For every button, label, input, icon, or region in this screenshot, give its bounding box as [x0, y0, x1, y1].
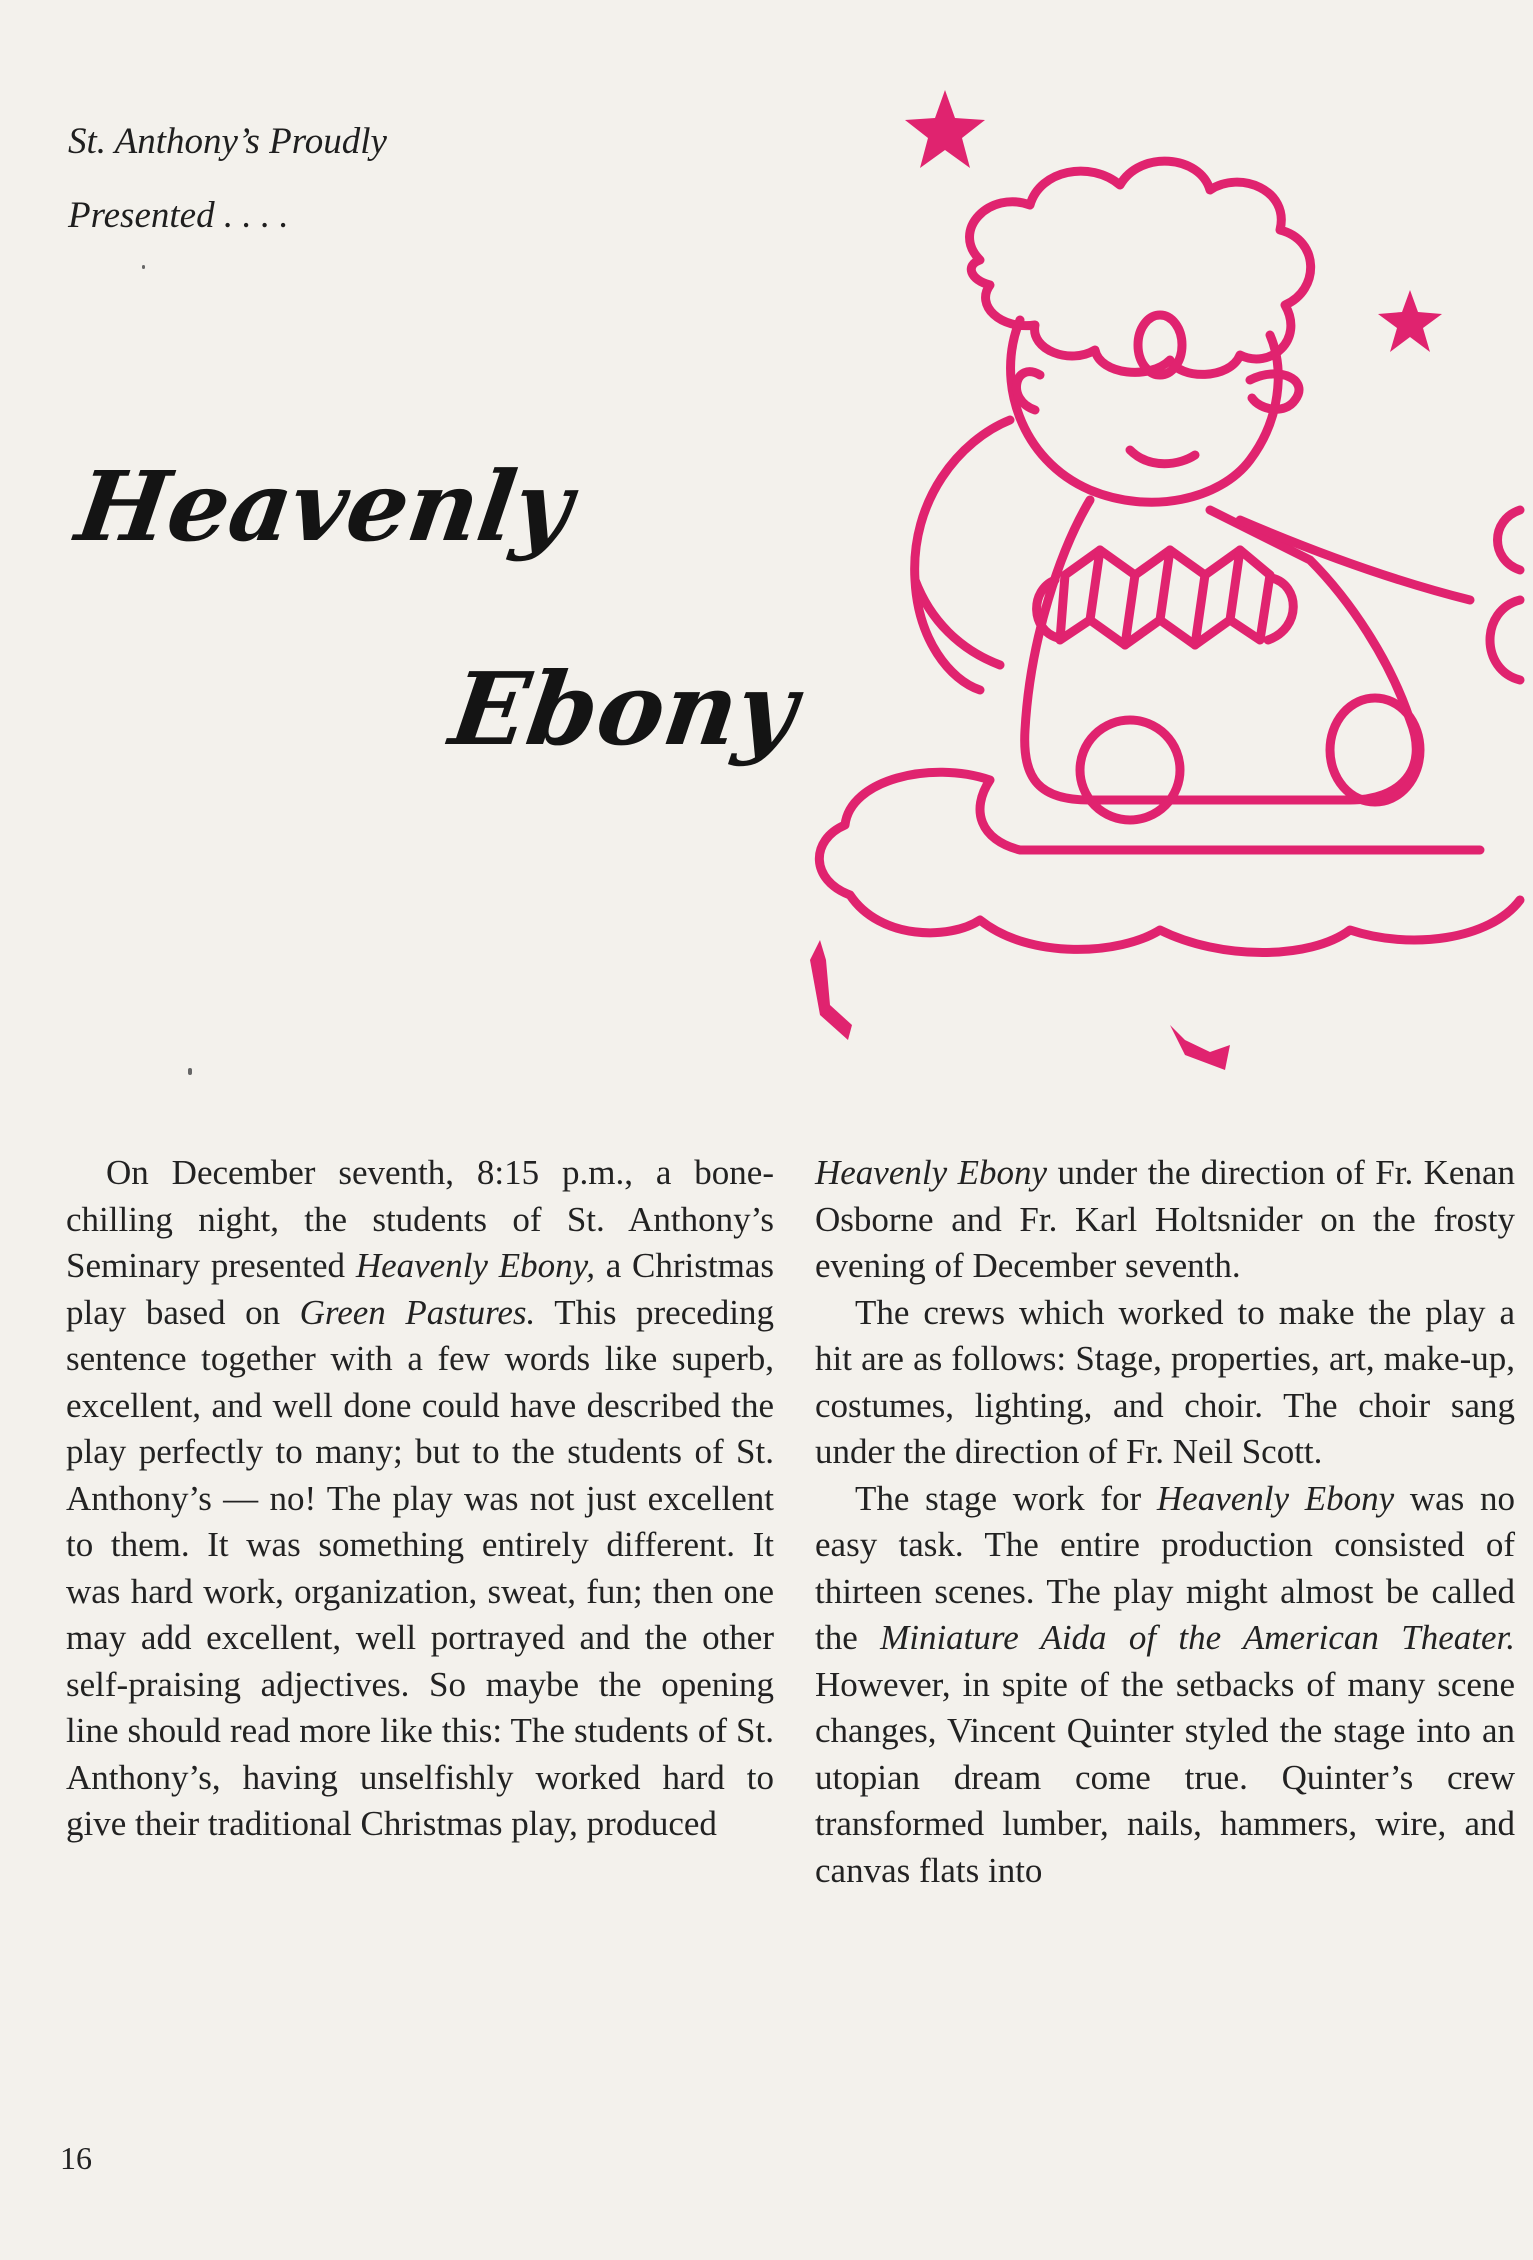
angel-foot-left: [1080, 720, 1180, 820]
article-paragraph: Heavenly Ebony under the direction of Fr. Kenan Osborne and Fr. Karl Holtsnider on the frosty evening of December seventh.: [815, 1153, 1515, 1285]
kicker-heading: [68, 105, 387, 253]
kicker-line-1: St. Anthony’s Proudly: [68, 121, 387, 162]
article-column-left: [66, 1150, 774, 1848]
angel-on-cloud-illustration: [790, 80, 1533, 1080]
page-number: 16: [60, 2140, 92, 2176]
angel-ear: [1016, 372, 1040, 410]
angel-mouth: [1130, 450, 1195, 464]
edge-flourish: [1490, 510, 1520, 680]
article-paragraph: The crews which worked to make the play a hit are as follows: Stage, properties, art, make-up, costumes, lighting, and choir. The choir sang under the direction of Fr. Neil Scott.: [815, 1292, 1515, 1471]
kicker-line-2: Presented . . . .: [68, 195, 289, 236]
paper-speck: [142, 265, 145, 269]
star-icon: [1378, 290, 1442, 352]
angel-arm: [1240, 520, 1470, 600]
crop-mark-icon: [1170, 1025, 1230, 1070]
article-paragraph: On December seventh, 8:15 p.m., a bone-chilling night, the students of St. Anthony’s Seminary presented Heavenly Ebony, a Christmas play based on Green Pastures. This preceding sentence together with a few words like superb, excellent, and well done could have described the play perfectly to many; but to the students of St. Anthony’s — no! The play was not just excellent to them. It was something entirely different. It was hard work, organization, sweat, fun; then one may add excellent, well portrayed and the other self-praising adjectives. So maybe the opening line should read more like this: The students of St. Anthony’s, having unselfishly worked hard to give their traditional Christmas play, produced: [66, 1153, 775, 1843]
title-word-ebony: Ebony: [443, 650, 804, 768]
paper-speck: [188, 1068, 192, 1075]
article-column-right: [815, 1150, 1515, 1894]
star-icon: [905, 90, 985, 168]
angel-foot-right: [1330, 698, 1420, 802]
article-paragraph: The stage work for Heavenly Ebony was no easy task. The entire production consisted of thirteen scenes. The play might almost be called the Miniature Aida of the American Theater. However, in spite of the setbacks of many scene changes, Vincent Quinter styled the stage into an utopian dream come true. Quinter’s crew transformed lumber, nails, hammers, wire, and canvas flats into: [815, 1478, 1515, 1890]
title-word-heavenly: Heavenly: [70, 450, 579, 563]
crop-mark-icon: [810, 940, 852, 1040]
angel-wing: [915, 420, 1010, 690]
